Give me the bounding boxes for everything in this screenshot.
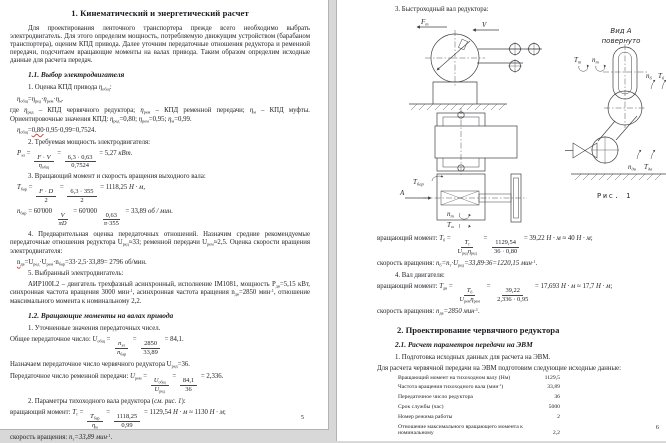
item-ratios-refined: 1. Уточненные значения передаточных чисел. — [28, 324, 161, 332]
figure-1 — [375, 16, 666, 231]
table-row-value: 33,89 — [547, 384, 560, 391]
label-Tt-left: $T_т$ — [447, 221, 455, 229]
table-row — [398, 424, 560, 437]
label-view-A-title: Вид А — [610, 27, 632, 36]
section-1-heading: 1. Кинематический и энергетический расчет — [71, 8, 249, 18]
formula-torque-slow: вращающий момент: $T_т$ = $\frac{T_{бар}}{\eta_м}$ = $\frac{1118,25}{0,99}$ = 1129,54 Н · м ≈ 1130 Н · м; — [10, 409, 226, 430]
label-Tdv: $T_{дв}$ — [644, 163, 653, 172]
data-intro-line: Для расчета червячной передачи на ЭВМ подготовим следующие исходные данные: — [377, 364, 621, 372]
page-number-5: 5 — [300, 414, 304, 421]
table-row-label: Срок службы (час) — [398, 404, 444, 411]
formula-torque-motor: вращающий момент: $T_{дв}$ = $\frac{T_б}{U_{рем}\eta_{рем}}$ = $\frac{39,22}{2,336 \cdot 0,95}$ = 17,693 Н · м ≈ 17,7 Н · м; — [377, 283, 613, 304]
table-row-value: 36 — [554, 394, 560, 401]
table-row-label: Передаточное число редуктора — [398, 394, 473, 401]
table-row-value: 2,2 — [552, 430, 560, 437]
subsection-1-1-heading: 1.1. Выбор электродвигателя — [28, 70, 125, 80]
formula-belt-ratio: Передаточное число ременной передачи: $U_{рем}$ = $\frac{U_{общ}}{U_{ред}}$ = $\frac{84,1}{36}$ = 2,336. — [10, 373, 224, 394]
page-6[interactable] — [336, 0, 666, 441]
item-slow-shaft: 2. Параметры тихоходного вала редуктора (см. рис. 1): — [28, 397, 186, 405]
formula-torque-fast: вращающий момент: $T_б$ = $\frac{T_т}{U_{ред}\eta_{ред}}$ = $\frac{1129,54}{36 \cdot 0,80}$ = 39,22 Н · м ≈ 40 Н · м; — [377, 235, 593, 256]
formula-power: $P_{эл}$ = $\frac{F \cdot V}{\eta_{общ}}$ = $\frac{6,3 \cdot 0,63}{0,7524}$ = 5,27 кВт. — [17, 149, 133, 170]
table-row — [398, 404, 560, 410]
label-nb: $n_б$ — [646, 72, 652, 81]
input-data-table — [398, 375, 560, 437]
drive-scheme-figure — [375, 16, 666, 228]
formula-total-ratio: Общее передаточное число: $U_{общ}$ = $\frac{n_{эл}}{n_{бар}}$ = $\frac{2850}{33,89}$ = 84,1. — [10, 336, 184, 357]
label-view-A-arrow: А — [400, 189, 405, 198]
label-nt-right: $n_т$ — [592, 56, 599, 65]
line-assigned-ratio: Назначаем передаточное число червячного редуктора $U_{ред}=36$. — [10, 361, 190, 369]
table-row-value: 1129,5 — [544, 374, 560, 381]
table-row-label: Отношение максимального вращающего момента к номинальному — [398, 423, 523, 437]
table-row-value: 2 — [557, 413, 560, 420]
where-paragraph: где $\eta_{ред}$ – КПД червячного редуктора; $\eta_{рем}$ – КПД ременной передачи; $\eta_м$ – КПД муфты. Ориентировочные значения КПД: $\eta_{ред}=0,80$; $\eta_{рем}=0,95$; $\eta_м=0,99$. — [10, 107, 310, 124]
figure-caption: Рис. 1 — [597, 192, 632, 201]
label-Tbar: $T_{бар}$ — [413, 178, 424, 187]
formula-motor-speed: $n_{дв}=U_{ред}\cdot U_{рем}\cdot n_{бар}=33\cdot 2,5\cdot 33,89= 2796$ об/мин. — [17, 258, 147, 267]
formula-speed-drum: $n_{бар} = 60'000$ $\frac{V}{\pi D}$ = 60'000 $\frac{0,63}{\pi\cdot 355}$ = 33,89 об / мин. — [17, 207, 173, 228]
table-row — [398, 375, 560, 381]
item-motor-shaft: 4. Вал двигателя: — [395, 271, 445, 279]
table-row-value: 5000 — [548, 404, 560, 411]
line-speed-fast: скорость вращения: $n_б=n_т\cdot U_{ред}=33,89\cdot 36=1220,15$ мин$^{-1}$. — [377, 258, 538, 268]
table-row — [398, 414, 560, 420]
item-3-torque: 3. Вращающий момент и скорость вращения выходного вала: — [28, 173, 206, 181]
item-5-motor: 5. Выбранный электродвигатель: — [28, 270, 124, 278]
formula-torque-drum: $T_{бар}$ = $\frac{F \cdot D}{2}$ = $\frac{6,3 \cdot 355}{2}$ = 1118,25 Н · м, — [17, 184, 146, 205]
label-Tt-right: $T_т$ — [574, 56, 582, 65]
label-nt-left: $n_т$ — [447, 210, 454, 219]
subsection-2-1-heading: 2.1. Расчет параметров передачи на ЭВМ — [395, 339, 533, 349]
item-fast-shaft: 3. Быстроходный вал редуктора: — [395, 5, 489, 13]
label-Tb: $T_б$ — [658, 72, 665, 81]
line-speed-motor: скорость вращения: $n_{дв}=2850$ мин$^{-1}$. — [377, 307, 480, 316]
table-row — [398, 384, 560, 390]
label-ndv: $n_{дв}$ — [628, 163, 636, 172]
item-4-ratios-paragraph: 4. Предварительная оценка передаточных отношений. Назначим средние рекомендуемые передаточные отношения редуктора $U_{ред}\approx 33$; ременной передачи $U_{рем}\approx 2,5$. Оценка скорости вращения электродвигателя: — [10, 231, 310, 255]
formula-eta-value: $\eta_{общ}=0,80\cdot 0,95\cdot 0,99=0,7524$. — [17, 127, 97, 135]
subsection-1-2-heading: 1.2. Вращающие моменты на валах привода — [28, 310, 174, 320]
label-Ft: $F_т$ — [421, 18, 429, 27]
table-row-label: Номер режима работы — [398, 413, 453, 420]
item-1-efficiency: 1. Оценка КПД привода $\eta_{общ}$: — [28, 84, 112, 92]
page-5[interactable] — [0, 0, 329, 442]
section-2-heading: 2. Проектирование червячного редуктора — [397, 324, 560, 335]
table-row — [398, 394, 560, 400]
item-2-power: 2. Требуемая мощность электродвигателя: — [28, 138, 151, 146]
item-data-preparation: 1. Подготовка исходных данных для расчета на ЭВМ. — [395, 353, 551, 361]
table-row-label: Частота вращения тихоходного вала (мин$^{-1}$) — [398, 383, 504, 391]
page-number-6: 6 — [655, 424, 659, 431]
motor-description: АИР100L2 – двигатель трехфазный асинхронный, исполнение IM1081, мощность $Р_{дв}=5,15$ кВт, синхронная частота вращения 3000 мин$^{-1}$, асинхронная частота вращения $n_{дв}=2850$ мин$^{-1}$, отношение максимального момента к номинальному 2,2. — [10, 280, 311, 305]
intro-paragraph: Для проектирования ленточного транспортера прежде всего необходимо выбрать электродвигатель. Для этого определим мощность, потребляемую движущим устройством (барабаном транспортера), оценим КПД привода. Далее уточним передаточные отношения редуктора и ременной передачи, подсчитаем вращающие моменты на валах привода. Таким образом определим исходные данные для расчета передач. — [10, 25, 310, 65]
label-V: V — [482, 21, 487, 30]
formula-eta-product: $\eta_{общ}=\eta_{ред}\cdot\eta_{рем}\cdot\eta_м$. — [17, 95, 64, 104]
table-row-label: Вращающий момент на тихоходном валу (Нм) — [398, 374, 511, 381]
label-rotated: повернуто — [601, 37, 641, 46]
line-speed-slow: скорость вращения: $n_т=33,89$ мин$^{-1}$. — [10, 433, 113, 442]
